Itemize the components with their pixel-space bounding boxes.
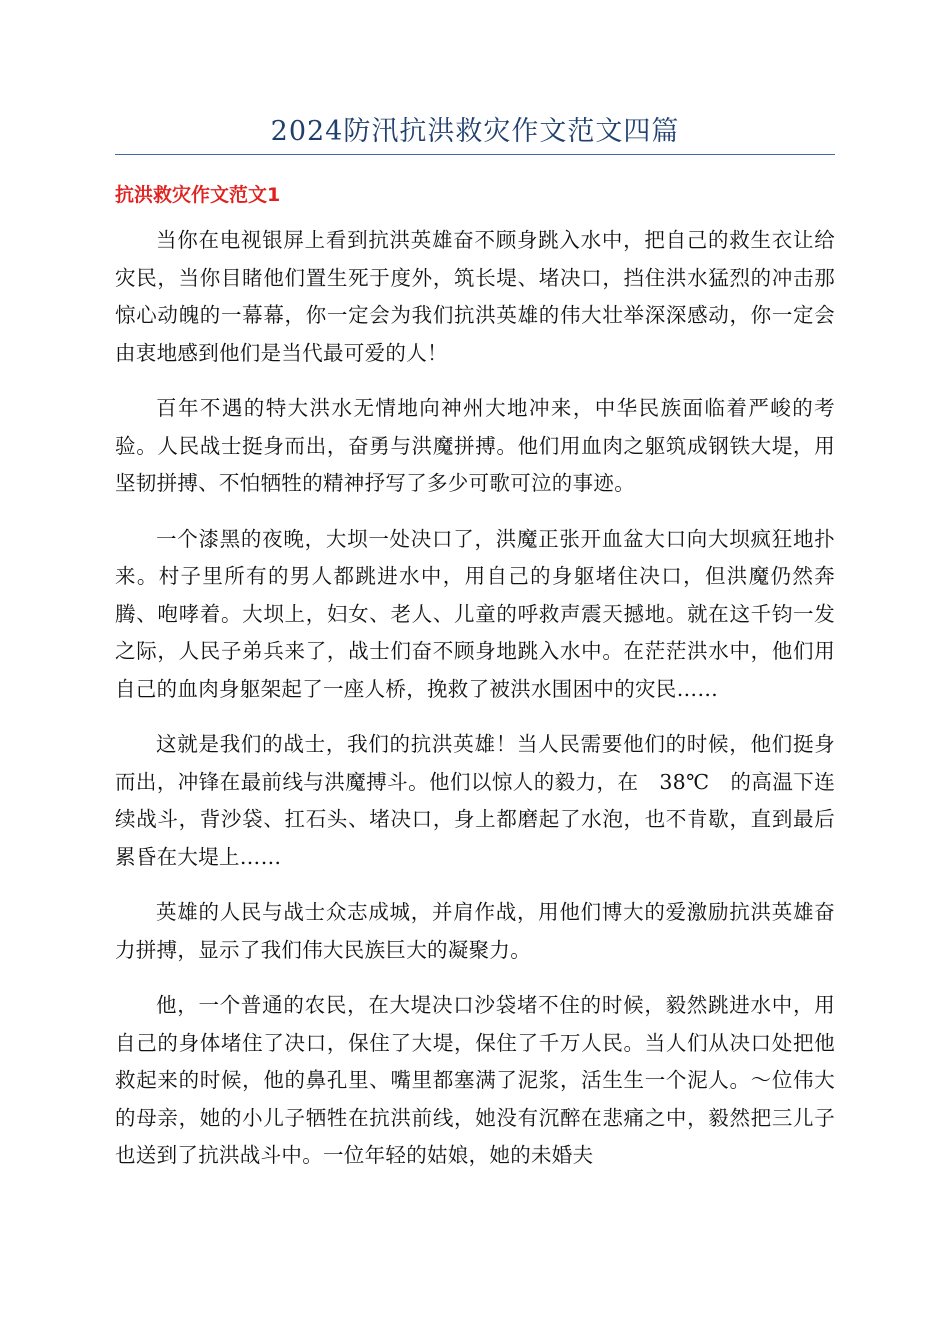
paragraph-6: 他，一个普通的农民，在大堤决口沙袋堵不住的时候，毅然跳进水中，用自己的身体堵住了决口，保住了大堤，保住了千万人民。当人们从决口处把他救起来的时候，他的鼻孔里、嘴里都塞满了泥浆，活生生一个泥人。～位伟大的母亲，她的小儿子牺牲在抗洪前线，她没有沉醉在悲痛之中，毅然把三儿子也送到了抗洪战斗中。一位年轻的姑娘，她的未婚夫 bbox=[115, 993, 835, 1167]
paragraph-4: 这就是我们的战士，我们的抗洪英雄！当人民需要他们的时候，他们挺身而出，冲锋在最前线与洪魔搏斗。他们以惊人的毅力，在 38℃ 的高温下连续战斗，背沙袋、扛石头、堵决口，身上都磨起了水泡，也不肯歇，直到最后累昏在大堤上…… bbox=[115, 732, 835, 869]
document-body bbox=[115, 222, 835, 1193]
section-heading: 抗洪救灾作文范文1 bbox=[115, 184, 281, 206]
title-underline-divider bbox=[115, 154, 835, 155]
document-title: 2024防汛抗洪救灾作文范文四篇 bbox=[270, 116, 680, 147]
paragraph-1: 当你在电视银屏上看到抗洪英雄奋不顾身跳入水中，把自己的救生衣让给灾民，当你目睹他们置生死于度外，筑长堤、堵决口，挡住洪水猛烈的冲击那惊心动魄的一幕幕，你一定会为我们抗洪英雄的伟大壮举深深感动，你一定会由衷地感到他们是当代最可爱的人！ bbox=[115, 228, 835, 365]
paragraph-2: 百年不遇的特大洪水无情地向神州大地冲来，中华民族面临着严峻的考验。人民战士挺身而出，奋勇与洪魔拼搏。他们用血肉之躯筑成钢铁大堤，用坚韧拼搏、不怕牺牲的精神抒写了多少可歌可泣的事迹。 bbox=[115, 396, 835, 495]
paragraph-3: 一个漆黑的夜晚，大坝一处决口了，洪魔正张开血盆大口向大坝疯狂地扑来。村子里所有的男人都跳进水中，用自己的身躯堵住决口，但洪魔仍然奔腾、咆哮着。大坝上，妇女、老人、儿童的呼救声震天撼地。就在这千钧一发之际，人民子弟兵来了，战士们奋不顾身地跳入水中。在茫茫洪水中，他们用自己的血肉身躯架起了一座人桥，挽救了被洪水围困中的灾民…… bbox=[115, 526, 835, 701]
paragraph-5: 英雄的人民与战士众志成城，并肩作战，用他们博大的爱激励抗洪英雄奋力拼搏，显示了我们伟大民族巨大的凝聚力。 bbox=[115, 900, 835, 962]
